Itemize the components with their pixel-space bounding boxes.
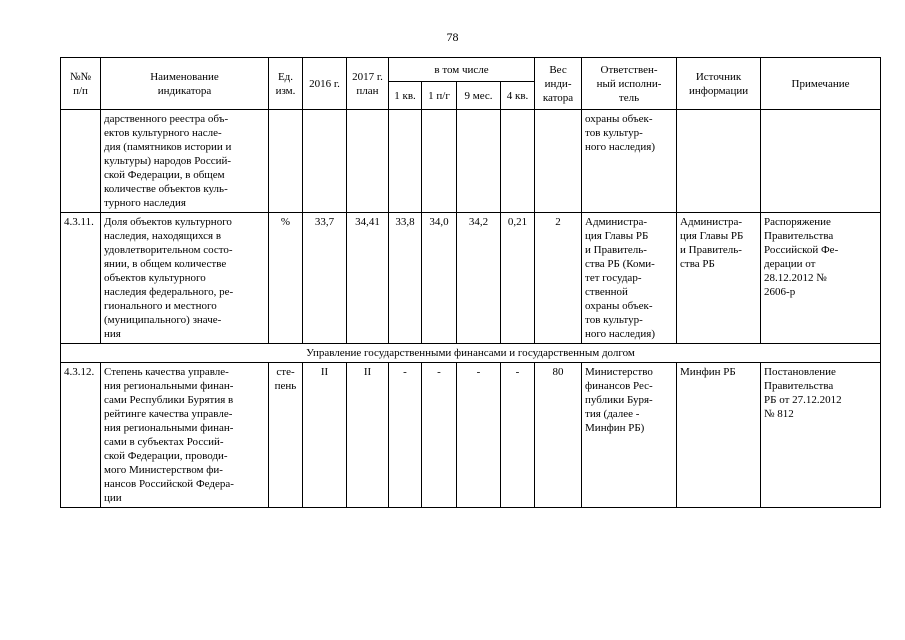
header-source: Источник информации [677, 58, 761, 110]
indicator-table [60, 57, 881, 508]
cell-9m: - [457, 363, 501, 508]
table-row [61, 110, 881, 213]
header-name: Наименование индикатора [101, 58, 269, 110]
cell-num: 4.3.12. [61, 363, 101, 508]
header-h1: 1 п/г [422, 82, 457, 110]
section-row [61, 344, 881, 363]
cell-name: дарственного реестра объ- ектов культурного насле- дия (памятников истории и культуры) народов Россий- ской Федерации, в общем количестве объектов куль- турного наследия [101, 110, 269, 213]
cell-h1 [422, 110, 457, 213]
cell-weight: 80 [535, 363, 582, 508]
cell-note: Постановление Правительства РБ от 27.12.2012 № 812 [761, 363, 881, 508]
header-q4: 4 кв. [501, 82, 535, 110]
cell-unit [269, 110, 303, 213]
table-row [61, 363, 881, 508]
header-2016: 2016 г. [303, 58, 347, 110]
cell-weight: 2 [535, 213, 582, 344]
cell-responsible: охраны объек- тов культур- ного наследия) [582, 110, 677, 213]
header-weight: Вес инди- катора [535, 58, 582, 110]
cell-source [677, 110, 761, 213]
cell-q4: 0,21 [501, 213, 535, 344]
header-note: Примечание [761, 58, 881, 110]
cell-note: Распоряжение Правительства Российской Фе- дерации от 28.12.2012 № 2606-р [761, 213, 881, 344]
cell-name: Доля объектов культурного наследия, находящихся в удовлетворительном состо- янии, в общем количестве объектов культурного наследия федерального, ре- гионального и местного (муниципального) значе- ния [101, 213, 269, 344]
header-row-1 [61, 58, 881, 82]
header-9m: 9 мес. [457, 82, 501, 110]
cell-9m: 34,2 [457, 213, 501, 344]
cell-q1: - [389, 363, 422, 508]
cell-name: Степень качества управле- ния региональными финан- сами Республики Бурятия в рейтинге качества управле- ния региональными финан- сами в субъектах Россий- ской Федерации, проводи- мого Министерством фи- нансов Российской Федера- ции [101, 363, 269, 508]
header-q1: 1 кв. [389, 82, 422, 110]
page-number: 78 [446, 30, 459, 44]
cell-q1 [389, 110, 422, 213]
cell-responsible: Администра- ция Главы РБ и Правитель- ства РБ (Коми- тет государ- ственной охраны объек- тов культур- ного наследия) [582, 213, 677, 344]
header-responsible: Ответствен- ный исполни- тель [582, 58, 677, 110]
cell-num: 4.3.11. [61, 213, 101, 344]
cell-2016: 33,7 [303, 213, 347, 344]
cell-responsible: Министерство финансов Рес- публики Буря- тия (далее - Минфин РБ) [582, 363, 677, 508]
cell-unit: сте- пень [269, 363, 303, 508]
cell-note [761, 110, 881, 213]
table-row [61, 213, 881, 344]
cell-unit: % [269, 213, 303, 344]
cell-source: Администра- ция Главы РБ и Правитель- ства РБ [677, 213, 761, 344]
cell-h1: 34,0 [422, 213, 457, 344]
cell-q4: - [501, 363, 535, 508]
cell-2017: II [347, 363, 389, 508]
cell-h1: - [422, 363, 457, 508]
cell-q4 [501, 110, 535, 213]
cell-weight [535, 110, 582, 213]
section-title: Управление государственными финансами и государственным долгом [61, 344, 881, 363]
header-2017-plan: 2017 г. план [347, 58, 389, 110]
cell-num [61, 110, 101, 213]
cell-source: Минфин РБ [677, 363, 761, 508]
header-unit: Ед. изм. [269, 58, 303, 110]
cell-2016 [303, 110, 347, 213]
cell-2017 [347, 110, 389, 213]
cell-q1: 33,8 [389, 213, 422, 344]
header-num: №№ п/п [61, 58, 101, 110]
cell-2017: 34,41 [347, 213, 389, 344]
cell-2016: II [303, 363, 347, 508]
cell-9m [457, 110, 501, 213]
header-including: в том числе [389, 58, 535, 82]
